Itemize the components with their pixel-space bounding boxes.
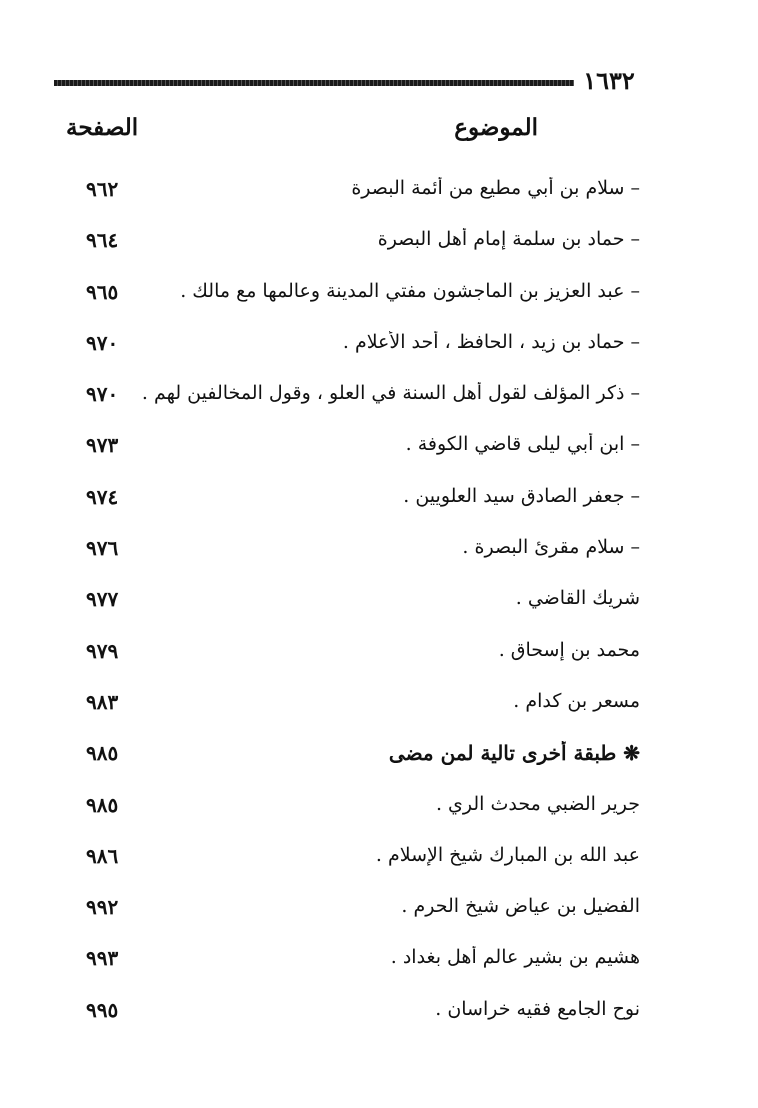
entry-title: – ذكر المؤلف لقول أهل السنة في العلو ، وقول المخالفين لهم . [141,382,640,405]
entry-page-number: ٩٩٥ [86,997,119,1022]
entry-title: – سلام بن أبي مطيع من أئمة البصرة [351,177,640,199]
toc-entry [0,376,758,427]
toc-entry [0,427,758,478]
toc-entry [0,633,758,684]
toc-entry [0,889,758,940]
entry-title: – سلام مقرئ البصرة . [462,536,640,559]
entry-page-number: ٩٧٦ [86,536,119,561]
entry-page-number: ٩٦٥ [86,279,119,304]
toc-section-heading [0,735,758,786]
topic-column-header: الموضوع [454,114,538,141]
entry-page-number: ٩٧٤ [86,484,119,509]
entry-title: جرير الضبي محدث الري . [435,792,640,815]
toc-entry [0,838,758,889]
entry-title: الفضيل بن عياض شيخ الحرم . [401,895,640,918]
entry-title: عبد الله بن المبارك شيخ الإسلام . [375,843,640,866]
entry-title: – جعفر الصادق سيد العلويين . [403,484,640,507]
header-rule [54,80,574,86]
toc-entry [0,479,758,530]
entry-page-number: ٩٨٣ [86,689,119,714]
entry-page-number: ٩٩٣ [86,946,119,971]
toc-entry [0,581,758,632]
page-number: ١٦٣٢ [583,66,635,95]
entry-page-number: ٩٧٧ [86,587,119,612]
toc-entry [0,325,758,376]
entry-page-number: ٩٧٠ [86,330,119,355]
toc-entry [0,222,758,273]
entry-title: نوح الجامع فقيه خراسان . [435,997,640,1020]
entry-title: هشيم بن بشير عالم أهل بغداد . [390,946,640,969]
page-column-header: الصفحة [66,114,139,141]
toc-entry [0,787,758,838]
entry-title: – حماد بن سلمة إمام أهل البصرة [377,228,640,251]
toc-entry [0,684,758,735]
toc-entry [0,940,758,991]
toc-entry [0,530,758,581]
entry-page-number: ٩٨٥ [86,741,119,766]
toc-entry [0,171,758,222]
entry-page-number: ٩٩٢ [86,895,119,920]
entry-page-number: ٩٨٦ [86,843,119,868]
entry-title: – حماد بن زيد ، الحافظ ، أحد الأعلام . [342,330,640,353]
entry-title: شريك القاضي . [515,587,640,610]
entry-title: محمد بن إسحاق . [498,638,640,661]
entry-title: – ابن أبي ليلى قاضي الكوفة . [405,433,640,456]
toc-entry [0,274,758,325]
entry-page-number: ٩٧٩ [86,638,119,663]
entry-title: – عبد العزيز بن الماجشون مفتي المدينة وعالمها مع مالك . [180,279,640,302]
toc-entry [0,992,758,1043]
entry-page-number: ٩٦٤ [86,228,119,253]
section-heading-title: ❋ طبقة أخرى تالية لمن مضى [388,741,640,766]
toc-list [0,171,758,1043]
entry-title: مسعر بن كدام . [513,689,640,712]
entry-page-number: ٩٨٥ [86,792,119,817]
entry-page-number: ٩٦٢ [86,177,119,201]
entry-page-number: ٩٧٣ [86,433,119,458]
entry-page-number: ٩٧٠ [86,382,119,407]
